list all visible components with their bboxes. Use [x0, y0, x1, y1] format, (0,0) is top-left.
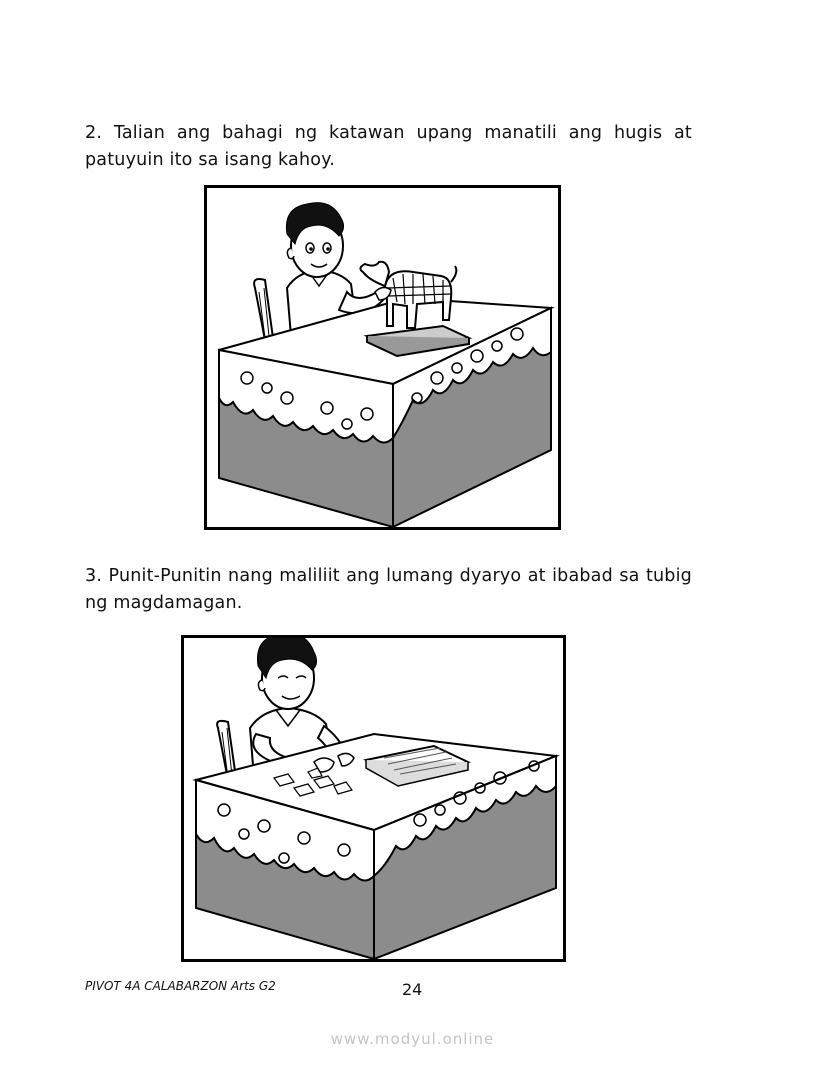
boy-tearing-newspaper-drawing — [184, 638, 563, 959]
watermark: www.modyul.online — [330, 1030, 495, 1048]
illustration-boy-tearing-newspaper-frame — [181, 635, 566, 962]
step-2-instruction: 2. Talian ang bahagi ng katawan upang manatili ang hugis at patuyuin ito sa isang kahoy. — [85, 122, 692, 170]
page-number: 24 — [402, 980, 423, 999]
footer-course-label: PIVOT 4A CALABARZON Arts G2 — [85, 979, 276, 993]
step-3-instruction: 3. Punit-Punitin nang maliliit ang lumang dyaryo at ibabad sa tubig ng magdamagan. — [85, 565, 692, 613]
boy-with-carabao-drawing — [207, 188, 558, 527]
illustration-boy-with-carabao-frame — [204, 185, 561, 530]
